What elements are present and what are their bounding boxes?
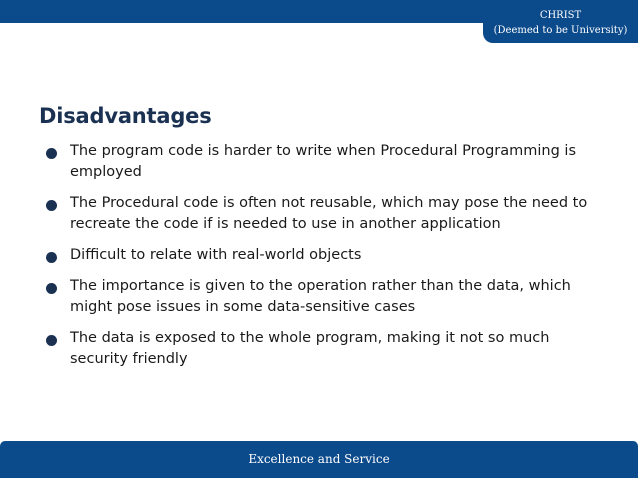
bullet-item: [46, 141, 606, 183]
bullet-text: Difficult to relate with real-world objects: [70, 247, 362, 263]
bullet-item: [46, 328, 606, 370]
brand-name: CHRIST: [539, 10, 582, 21]
bullet-dot-icon: [46, 335, 57, 346]
bullet-text: The data is exposed to the whole program, making it not so much security friendly: [70, 330, 550, 367]
bullet-item: [46, 245, 606, 266]
footer-bar: [0, 441, 638, 478]
bullet-dot-icon: [46, 148, 57, 159]
bullet-text: The importance is given to the operation rather than the data, which might pose issues in some data-sensitive cases: [70, 278, 571, 315]
slide-title: Disadvantages: [39, 104, 212, 128]
brand-subtitle: (Deemed to be University): [493, 25, 628, 36]
university-badge: [483, 0, 638, 43]
footer-motto: Excellence and Service: [248, 452, 390, 466]
bullet-item: [46, 276, 606, 318]
bullet-text: The program code is harder to write when Procedural Programming is employed: [70, 143, 577, 180]
bullet-list: [46, 141, 606, 380]
bullet-dot-icon: [46, 283, 57, 294]
bullet-dot-icon: [46, 200, 57, 211]
bullet-dot-icon: [46, 252, 57, 263]
bullet-text: The Procedural code is often not reusable, which may pose the need to recreate the code if is needed to use in another application: [70, 195, 588, 232]
bullet-item: [46, 193, 606, 235]
